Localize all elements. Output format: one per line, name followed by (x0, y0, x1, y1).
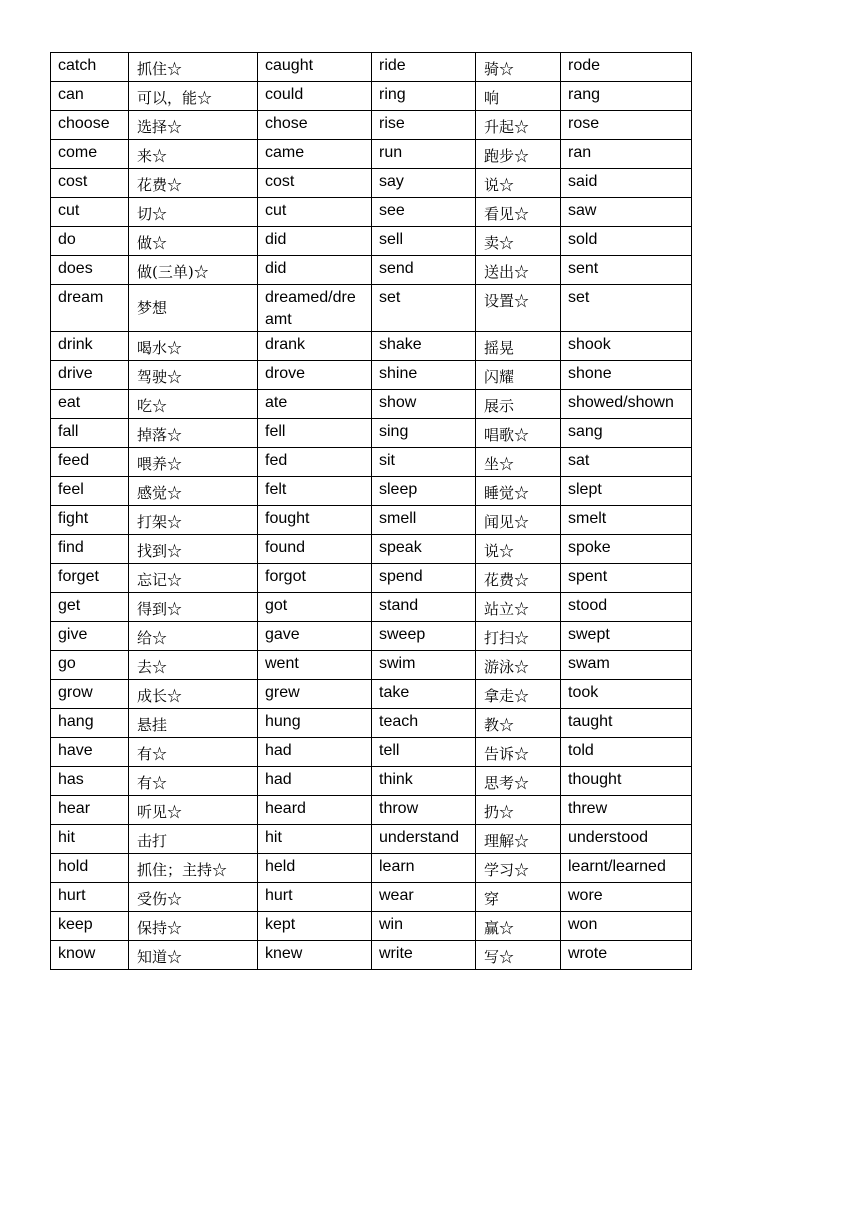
irregular-verb-table (50, 52, 692, 970)
base-verb-cell: fall (51, 419, 129, 448)
verb-meaning-cell: 掉落☆ (129, 419, 258, 448)
base-verb-cell: see (372, 198, 476, 227)
base-verb-cell: keep (51, 912, 129, 941)
base-verb-cell: give (51, 622, 129, 651)
past-tense-cell: had (258, 738, 372, 767)
verb-meaning-cell: 选择☆ (129, 111, 258, 140)
verb-meaning-cell: 坐☆ (476, 448, 561, 477)
table-row (51, 361, 692, 390)
table-row (51, 825, 692, 854)
past-tense-cell: drank (258, 332, 372, 361)
verb-meaning-cell: 有☆ (129, 738, 258, 767)
verb-meaning-cell: 花费☆ (476, 564, 561, 593)
table-row (51, 564, 692, 593)
past-tense-cell: smelt (561, 506, 692, 535)
table-row (51, 941, 692, 970)
table-row (51, 332, 692, 361)
base-verb-cell: stand (372, 593, 476, 622)
table-row (51, 82, 692, 111)
base-verb-cell: teach (372, 709, 476, 738)
past-tense-cell: held (258, 854, 372, 883)
base-verb-cell: shake (372, 332, 476, 361)
base-verb-cell: know (51, 941, 129, 970)
verb-meaning-cell: 抓住；主持☆ (129, 854, 258, 883)
base-verb-cell: learn (372, 854, 476, 883)
past-tense-cell: had (258, 767, 372, 796)
verb-meaning-cell: 睡觉☆ (476, 477, 561, 506)
verb-meaning-cell: 悬挂 (129, 709, 258, 738)
table-row (51, 709, 692, 738)
table-row (51, 285, 692, 332)
past-tense-cell: did (258, 227, 372, 256)
past-tense-cell: drove (258, 361, 372, 390)
base-verb-cell: swim (372, 651, 476, 680)
verb-meaning-cell: 说☆ (476, 535, 561, 564)
past-tense-cell: gave (258, 622, 372, 651)
table-row (51, 53, 692, 82)
verb-meaning-cell: 写☆ (476, 941, 561, 970)
past-tense-cell: taught (561, 709, 692, 738)
past-tense-cell: sat (561, 448, 692, 477)
base-verb-cell: hit (51, 825, 129, 854)
base-verb-cell: tell (372, 738, 476, 767)
table-row (51, 140, 692, 169)
past-tense-cell: stood (561, 593, 692, 622)
past-tense-cell: won (561, 912, 692, 941)
base-verb-cell: fight (51, 506, 129, 535)
base-verb-cell: feed (51, 448, 129, 477)
base-verb-cell: set (372, 285, 476, 332)
verb-meaning-cell: 骑☆ (476, 53, 561, 82)
past-tense-cell: set (561, 285, 692, 332)
past-tense-cell: caught (258, 53, 372, 82)
base-verb-cell: sweep (372, 622, 476, 651)
base-verb-cell: grow (51, 680, 129, 709)
base-verb-cell: run (372, 140, 476, 169)
table-row (51, 256, 692, 285)
base-verb-cell: rise (372, 111, 476, 140)
base-verb-cell: cost (51, 169, 129, 198)
table-row (51, 111, 692, 140)
base-verb-cell: come (51, 140, 129, 169)
verb-meaning-cell: 做(三单)☆ (129, 256, 258, 285)
verb-meaning-cell: 听见☆ (129, 796, 258, 825)
base-verb-cell: hear (51, 796, 129, 825)
base-verb-cell: do (51, 227, 129, 256)
base-verb-cell: choose (51, 111, 129, 140)
past-tense-cell: rang (561, 82, 692, 111)
verb-meaning-cell: 切☆ (129, 198, 258, 227)
base-verb-cell: write (372, 941, 476, 970)
past-tense-cell: swam (561, 651, 692, 680)
table-row (51, 506, 692, 535)
table-row (51, 390, 692, 419)
past-tense-cell: rose (561, 111, 692, 140)
base-verb-cell: have (51, 738, 129, 767)
verb-meaning-cell: 唱歌☆ (476, 419, 561, 448)
past-tense-cell: sold (561, 227, 692, 256)
verb-meaning-cell: 学习☆ (476, 854, 561, 883)
past-tense-cell: ran (561, 140, 692, 169)
verb-meaning-cell: 摇晃 (476, 332, 561, 361)
verb-meaning-cell: 跑步☆ (476, 140, 561, 169)
past-tense-cell: found (258, 535, 372, 564)
table-row (51, 448, 692, 477)
past-tense-cell: fell (258, 419, 372, 448)
table-row (51, 593, 692, 622)
verb-meaning-cell: 做☆ (129, 227, 258, 256)
verb-meaning-cell: 来☆ (129, 140, 258, 169)
base-verb-cell: has (51, 767, 129, 796)
base-verb-cell: show (372, 390, 476, 419)
past-tense-cell: shone (561, 361, 692, 390)
base-verb-cell: drink (51, 332, 129, 361)
verb-meaning-cell: 闻见☆ (476, 506, 561, 535)
verb-meaning-cell: 抓住☆ (129, 53, 258, 82)
past-tense-cell: wore (561, 883, 692, 912)
table-row (51, 883, 692, 912)
verb-meaning-cell: 受伤☆ (129, 883, 258, 912)
past-tense-cell: heard (258, 796, 372, 825)
verb-meaning-cell: 看见☆ (476, 198, 561, 227)
table-row (51, 912, 692, 941)
verb-meaning-cell: 闪耀 (476, 361, 561, 390)
past-tense-cell: wrote (561, 941, 692, 970)
base-verb-cell: hold (51, 854, 129, 883)
past-tense-cell: sang (561, 419, 692, 448)
verb-table-body (51, 53, 692, 970)
table-row (51, 738, 692, 767)
past-tense-cell: came (258, 140, 372, 169)
verb-meaning-cell: 忘记☆ (129, 564, 258, 593)
past-tense-cell: learnt/learned (561, 854, 692, 883)
verb-meaning-cell: 给☆ (129, 622, 258, 651)
base-verb-cell: dream (51, 285, 129, 332)
past-tense-cell: knew (258, 941, 372, 970)
base-verb-cell: take (372, 680, 476, 709)
past-tense-cell: cost (258, 169, 372, 198)
past-tense-cell: grew (258, 680, 372, 709)
past-tense-cell: hit (258, 825, 372, 854)
verb-meaning-cell: 得到☆ (129, 593, 258, 622)
base-verb-cell: get (51, 593, 129, 622)
base-verb-cell: sit (372, 448, 476, 477)
table-row (51, 651, 692, 680)
verb-meaning-cell: 扔☆ (476, 796, 561, 825)
table-row (51, 169, 692, 198)
base-verb-cell: understand (372, 825, 476, 854)
base-verb-cell: cut (51, 198, 129, 227)
base-verb-cell: think (372, 767, 476, 796)
verb-meaning-cell: 升起☆ (476, 111, 561, 140)
past-tense-cell: thought (561, 767, 692, 796)
verb-meaning-cell: 设置☆ (476, 285, 561, 332)
verb-meaning-cell: 响 (476, 82, 561, 111)
verb-meaning-cell: 知道☆ (129, 941, 258, 970)
past-tense-cell: saw (561, 198, 692, 227)
base-verb-cell: hurt (51, 883, 129, 912)
verb-meaning-cell: 游泳☆ (476, 651, 561, 680)
base-verb-cell: does (51, 256, 129, 285)
table-row (51, 419, 692, 448)
base-verb-cell: go (51, 651, 129, 680)
base-verb-cell: catch (51, 53, 129, 82)
base-verb-cell: drive (51, 361, 129, 390)
verb-meaning-cell: 吃☆ (129, 390, 258, 419)
past-tense-cell: shook (561, 332, 692, 361)
base-verb-cell: eat (51, 390, 129, 419)
base-verb-cell: forget (51, 564, 129, 593)
past-tense-cell: fought (258, 506, 372, 535)
verb-meaning-cell: 击打 (129, 825, 258, 854)
base-verb-cell: sell (372, 227, 476, 256)
verb-meaning-cell: 告诉☆ (476, 738, 561, 767)
verb-meaning-cell: 喂养☆ (129, 448, 258, 477)
verb-meaning-cell: 喝水☆ (129, 332, 258, 361)
verb-meaning-cell: 打架☆ (129, 506, 258, 535)
verb-meaning-cell: 赢☆ (476, 912, 561, 941)
base-verb-cell: shine (372, 361, 476, 390)
table-row (51, 198, 692, 227)
verb-meaning-cell: 展示 (476, 390, 561, 419)
past-tense-cell: went (258, 651, 372, 680)
past-tense-cell: said (561, 169, 692, 198)
table-row (51, 796, 692, 825)
verb-meaning-cell: 站立☆ (476, 593, 561, 622)
past-tense-cell: understood (561, 825, 692, 854)
past-tense-cell: threw (561, 796, 692, 825)
verb-meaning-cell: 打扫☆ (476, 622, 561, 651)
table-row (51, 227, 692, 256)
base-verb-cell: spend (372, 564, 476, 593)
base-verb-cell: ride (372, 53, 476, 82)
table-row (51, 535, 692, 564)
past-tense-cell: hurt (258, 883, 372, 912)
table-row (51, 622, 692, 651)
past-tense-cell: cut (258, 198, 372, 227)
base-verb-cell: sleep (372, 477, 476, 506)
verb-meaning-cell: 送出☆ (476, 256, 561, 285)
past-tense-cell: did (258, 256, 372, 285)
past-tense-cell: dreamed/dreamt (258, 285, 372, 332)
past-tense-cell: spent (561, 564, 692, 593)
past-tense-cell: fed (258, 448, 372, 477)
past-tense-cell: felt (258, 477, 372, 506)
verb-meaning-cell: 思考☆ (476, 767, 561, 796)
past-tense-cell: got (258, 593, 372, 622)
past-tense-cell: chose (258, 111, 372, 140)
past-tense-cell: hung (258, 709, 372, 738)
base-verb-cell: send (372, 256, 476, 285)
verb-meaning-cell: 卖☆ (476, 227, 561, 256)
base-verb-cell: feel (51, 477, 129, 506)
past-tense-cell: slept (561, 477, 692, 506)
verb-meaning-cell: 梦想 (129, 285, 258, 332)
past-tense-cell: rode (561, 53, 692, 82)
verb-meaning-cell: 感觉☆ (129, 477, 258, 506)
base-verb-cell: say (372, 169, 476, 198)
base-verb-cell: wear (372, 883, 476, 912)
past-tense-cell: sent (561, 256, 692, 285)
table-row (51, 854, 692, 883)
base-verb-cell: sing (372, 419, 476, 448)
verb-meaning-cell: 教☆ (476, 709, 561, 738)
past-tense-cell: could (258, 82, 372, 111)
past-tense-cell: showed/shown (561, 390, 692, 419)
verb-meaning-cell: 可以，能☆ (129, 82, 258, 111)
base-verb-cell: smell (372, 506, 476, 535)
base-verb-cell: ring (372, 82, 476, 111)
base-verb-cell: speak (372, 535, 476, 564)
base-verb-cell: win (372, 912, 476, 941)
verb-meaning-cell: 拿走☆ (476, 680, 561, 709)
verb-meaning-cell: 有☆ (129, 767, 258, 796)
base-verb-cell: can (51, 82, 129, 111)
verb-meaning-cell: 理解☆ (476, 825, 561, 854)
base-verb-cell: throw (372, 796, 476, 825)
past-tense-cell: took (561, 680, 692, 709)
verb-meaning-cell: 花费☆ (129, 169, 258, 198)
table-row (51, 767, 692, 796)
past-tense-cell: forgot (258, 564, 372, 593)
verb-meaning-cell: 穿 (476, 883, 561, 912)
verb-meaning-cell: 去☆ (129, 651, 258, 680)
verb-meaning-cell: 驾驶☆ (129, 361, 258, 390)
past-tense-cell: ate (258, 390, 372, 419)
verb-meaning-cell: 成长☆ (129, 680, 258, 709)
verb-meaning-cell: 找到☆ (129, 535, 258, 564)
base-verb-cell: find (51, 535, 129, 564)
verb-meaning-cell: 说☆ (476, 169, 561, 198)
past-tense-cell: swept (561, 622, 692, 651)
past-tense-cell: told (561, 738, 692, 767)
table-row (51, 680, 692, 709)
past-tense-cell: kept (258, 912, 372, 941)
base-verb-cell: hang (51, 709, 129, 738)
table-row (51, 477, 692, 506)
verb-meaning-cell: 保持☆ (129, 912, 258, 941)
past-tense-cell: spoke (561, 535, 692, 564)
